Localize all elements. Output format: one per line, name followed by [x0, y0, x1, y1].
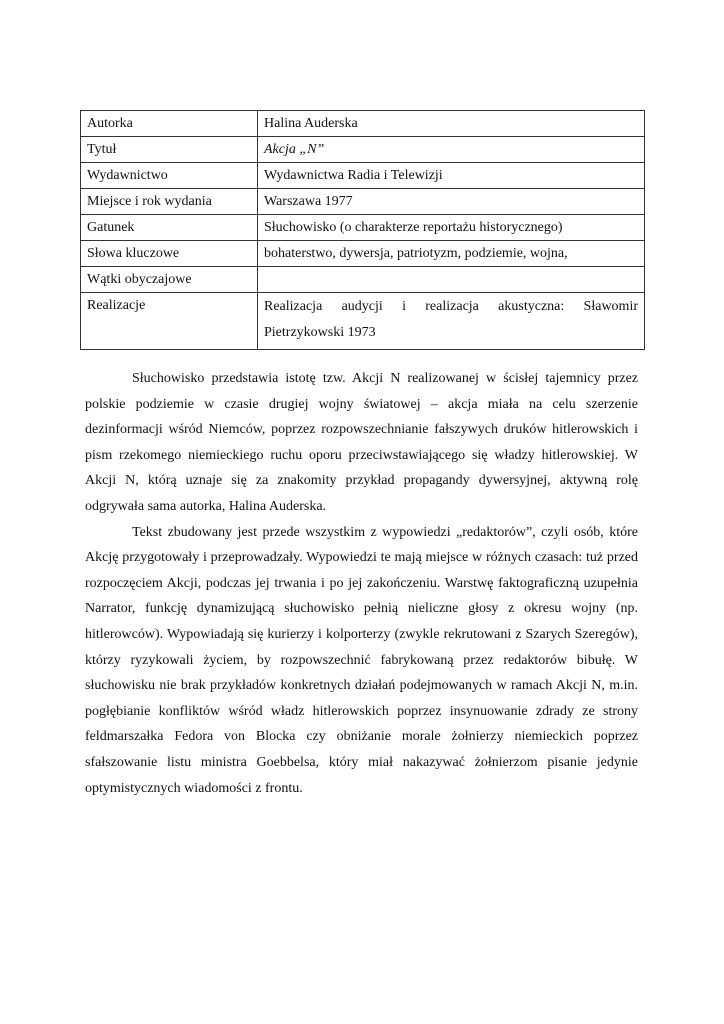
field-label: Realizacje — [81, 293, 258, 350]
field-value: Wydawnictwa Radia i Telewizji — [258, 163, 645, 189]
body-text — [85, 366, 638, 801]
table-row — [81, 137, 645, 163]
field-value: Warszawa 1977 — [258, 189, 645, 215]
table-row — [81, 189, 645, 215]
field-label: Wydawnictwo — [81, 163, 258, 189]
field-label: Miejsce i rok wydania — [81, 189, 258, 215]
table-row — [81, 267, 645, 293]
table-row — [81, 163, 645, 189]
field-label: Wątki obyczajowe — [81, 267, 258, 293]
table-row — [81, 215, 645, 241]
field-label: Tytuł — [81, 137, 258, 163]
table-row — [81, 241, 645, 267]
field-value: Realizacja audycji i realizacja akustyczna: Sławomir Pietrzykowski 1973 — [258, 293, 645, 350]
metadata-table — [80, 110, 645, 350]
field-label: Autorka — [81, 111, 258, 137]
field-value: Halina Auderska — [258, 111, 645, 137]
paragraph: Tekst zbudowany jest przede wszystkim z wypowiedzi „redaktorów”, czyli osób, które Akcję przygotowały i przeprowadzały. Wypowiedzi te mają miejsce w różnych czasach: tuż przed rozpoczęciem Akcji, podczas jej trwania i po jej zakończeniu. Warstwę faktograficzną uzupełnia Narrator, funkcję dynamizującą słuchowisko pełnią nieliczne głosy z okresu wojny (np. hitlerowców). Wypowiadają się kurierzy i kolporterzy (zwykle rekrutowani z Szarych Szeregów), którzy ryzykowali życiem, by rozpowszechnić fabrykowaną przez redaktorów bibułę. W słuchowisku nie brak przykładów konkretnych działań podejmowanych w ramach Akcji N, m.in. pogłębianie konfliktów wśród władz hitlerowskich poprzez insynuowanie zdrady ze strony feldmarszałka Fedora von Blocka czy obniżanie morale żołnierzy niemieckich poprzez sfałszowanie listu ministra Goebbelsa, który miał nakazywać żołnierzom pisanie jedynie optymistycznych wiadomości z frontu. — [85, 524, 638, 796]
table-row — [81, 293, 645, 350]
field-value: Słuchowisko (o charakterze reportażu historycznego) — [258, 215, 645, 241]
table-row — [81, 111, 645, 137]
field-value: Akcja „N” — [258, 137, 645, 163]
field-value: bohaterstwo, dywersja, patriotyzm, podziemie, wojna, — [258, 241, 645, 267]
paragraph: Słuchowisko przedstawia istotę tzw. Akcji N realizowanej w ścisłej tajemnicy przez polskie podziemie w czasie drugiej wojny światowej – akcja miała na celu szerzenie dezinformacji wśród Niemców, poprzez rozpowszechnianie fałszywych druków hitlerowskich i pism rzekomego niemieckiego ruchu oporu przeciwstawiającego się władzy hitlerowskiej. W Akcji N, którą uznaje się za znakomity przykład propagandy dywersyjnej, aktywną rolę odgrywała sama autorka, Halina Auderska. — [85, 371, 638, 514]
field-label: Gatunek — [81, 215, 258, 241]
field-label: Słowa kluczowe — [81, 241, 258, 267]
field-value — [258, 267, 645, 293]
